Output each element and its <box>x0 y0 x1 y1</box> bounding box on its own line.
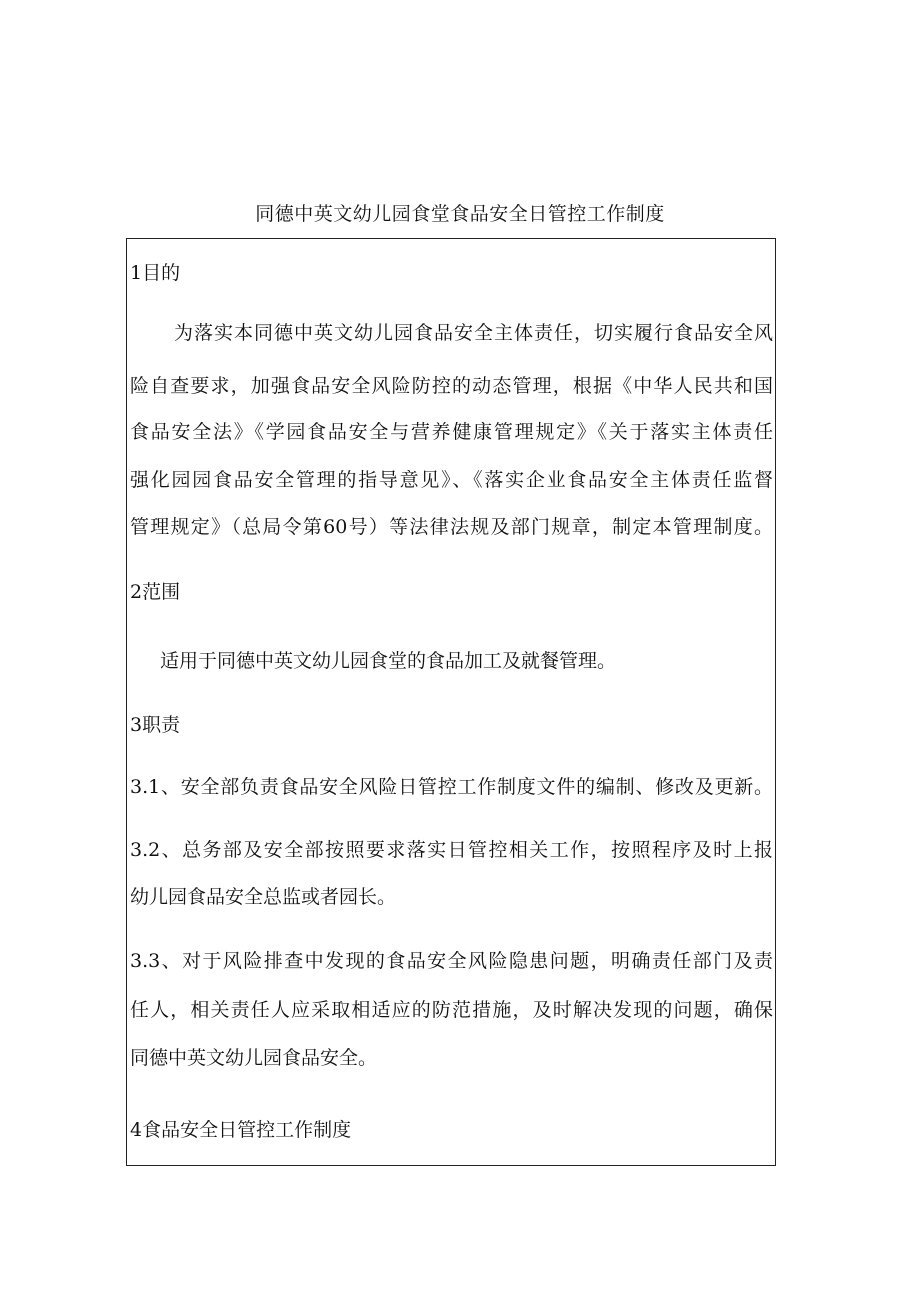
section-2-text: 适用于同德中英文幼儿园食堂的食品加工及就餐管理。 <box>160 650 617 672</box>
paragraph-line: 强化园园食品安全管理的指导意见》、《落实企业食品安全主体责任监督 <box>130 469 773 491</box>
paragraph-line: 幼儿园食品安全总监或者园长。 <box>130 886 397 908</box>
paragraph-line: 3.2、总务部及安全部按照要求落实日管控相关工作，按照程序及时上报 <box>130 839 773 861</box>
section-1-heading: 1目的 <box>130 262 181 284</box>
section-3-1: 3.1、安全部负责食品安全风险日管控工作制度文件的编制、修改及更新。 <box>130 776 773 798</box>
section-4-heading: 4食品安全日管控工作制度 <box>130 1119 352 1141</box>
paragraph-line: 管理规定》（总局令第60号）等法律法规及部门规章，制定本管理制度。 <box>130 516 773 538</box>
paragraph-line: 任人，相关责任人应采取相适应的防范措施，及时解决发现的问题，确保 <box>130 999 773 1021</box>
section-3-heading: 3职责 <box>130 714 181 736</box>
paragraph-line: 食品安全法》《学园食品安全与营养健康管理规定》《关于落实主体责任 <box>130 421 773 443</box>
document-title: 同德中英文幼儿园食堂食品安全日管控工作制度 <box>255 203 665 225</box>
paragraph-line: 险自查要求，加强食品安全风险防控的动态管理，根据《中华人民共和国 <box>130 375 773 397</box>
section-2-heading: 2范围 <box>130 581 181 603</box>
paragraph-line: 3.3、对于风险排查中发现的食品安全风险隐患问题，明确责任部门及责 <box>130 950 773 972</box>
paragraph-line: 同德中英文幼儿园食品安全。 <box>130 1047 378 1069</box>
paragraph-line: 为落实本同德中英文幼儿园食品安全主体责任，切实履行食品安全风 <box>174 322 773 344</box>
